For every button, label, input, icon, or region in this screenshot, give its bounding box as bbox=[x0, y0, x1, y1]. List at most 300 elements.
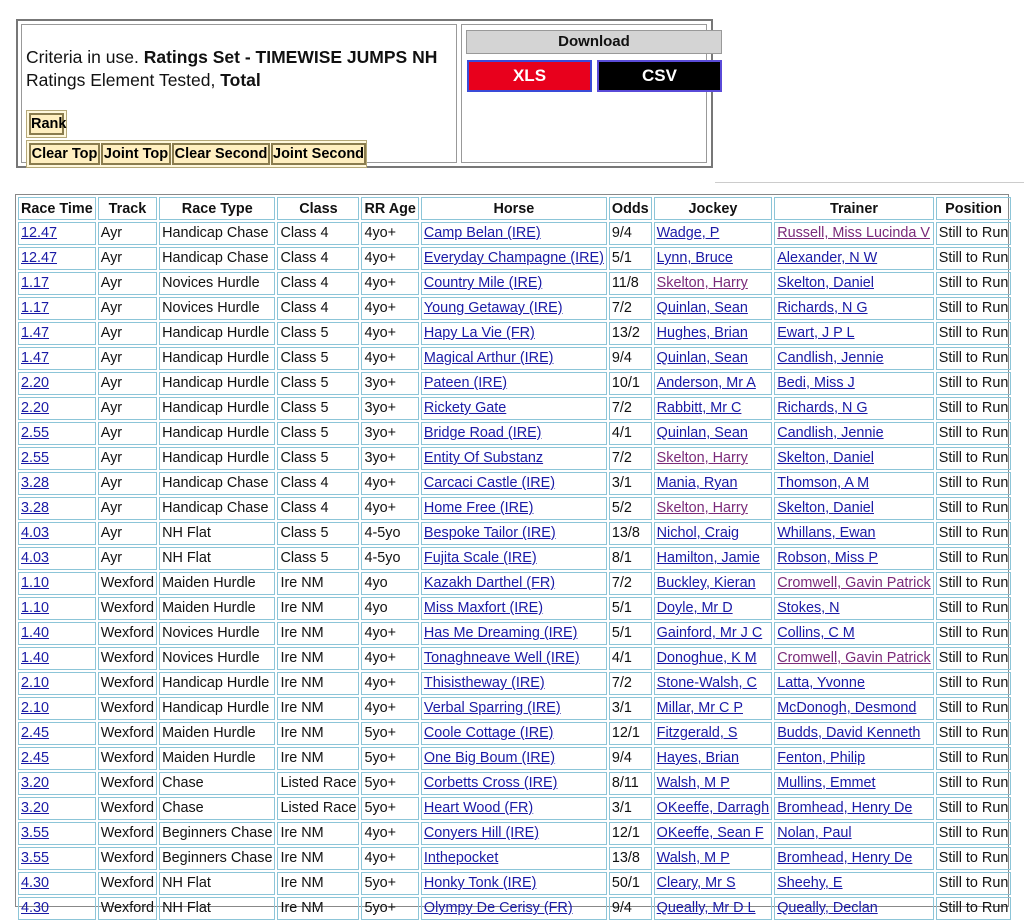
rank-button[interactable]: Rank bbox=[29, 113, 64, 135]
race-time-cell bbox=[18, 747, 96, 770]
trainer-cell bbox=[774, 897, 934, 920]
track-cell: Ayr bbox=[98, 297, 157, 320]
jockey-cell bbox=[654, 747, 773, 770]
race-type-cell: NH Flat bbox=[159, 547, 275, 570]
race-time-cell bbox=[18, 522, 96, 545]
odds-cell: 5/2 bbox=[609, 497, 652, 520]
odds-cell: 12/1 bbox=[609, 722, 652, 745]
track-cell: Wexford bbox=[98, 747, 157, 770]
race-time-link[interactable]: 1.40 bbox=[21, 650, 50, 666]
horse-link[interactable]: Entity Of Substanz bbox=[423, 450, 544, 466]
trainer-link[interactable]: Thomson, A M bbox=[777, 475, 870, 491]
jockey-link[interactable]: Skelton, Harry bbox=[656, 275, 748, 291]
track-cell: Ayr bbox=[98, 547, 157, 570]
race-time-link[interactable]: 2.10 bbox=[21, 700, 50, 716]
odds-cell: 7/2 bbox=[609, 672, 652, 695]
position-cell: Still to Run bbox=[936, 522, 1012, 545]
rr-age-cell: 4-5yo bbox=[361, 522, 418, 545]
horse-cell bbox=[421, 397, 607, 420]
track-cell: Ayr bbox=[98, 522, 157, 545]
trainer-link[interactable]: Skelton, Daniel bbox=[777, 275, 874, 291]
track-cell: Ayr bbox=[98, 497, 157, 520]
horse-link[interactable]: Camp Belan (IRE) bbox=[423, 225, 541, 241]
jockey-link[interactable]: Fitzgerald, S bbox=[656, 725, 738, 741]
position-cell: Still to Run bbox=[936, 622, 1012, 645]
trainer-link[interactable]: Richards, N G bbox=[777, 300, 868, 316]
horse-cell bbox=[421, 447, 607, 470]
odds-cell: 9/4 bbox=[609, 897, 652, 920]
jockey-cell bbox=[654, 247, 773, 270]
race-type-cell: Handicap Chase bbox=[159, 222, 275, 245]
race-time-cell bbox=[18, 572, 96, 595]
race-table bbox=[16, 195, 1013, 922]
jockey-link[interactable]: Queally, Mr D L bbox=[656, 900, 756, 916]
rr-age-cell: 4yo bbox=[361, 597, 418, 620]
table-row bbox=[18, 822, 1011, 845]
odds-cell: 10/1 bbox=[609, 372, 652, 395]
trainer-link[interactable]: Richards, N G bbox=[777, 400, 868, 416]
table-row bbox=[18, 597, 1011, 620]
table-row bbox=[18, 897, 1011, 920]
race-time-link[interactable]: 1.17 bbox=[21, 300, 50, 316]
jockey-cell bbox=[654, 847, 773, 870]
column-header-race-time: Race Time bbox=[18, 197, 96, 220]
race-time-link[interactable]: 1.47 bbox=[21, 325, 50, 341]
horse-cell bbox=[421, 847, 607, 870]
trainer-link[interactable]: Whillans, Ewan bbox=[777, 525, 876, 541]
column-header-class: Class bbox=[277, 197, 359, 220]
race-type-cell: Beginners Chase bbox=[159, 847, 275, 870]
race-type-cell: Handicap Hurdle bbox=[159, 322, 275, 345]
joint-top-button[interactable]: Joint Top bbox=[101, 143, 171, 165]
horse-link[interactable]: Young Getaway (IRE) bbox=[423, 300, 563, 316]
track-cell: Wexford bbox=[98, 572, 157, 595]
horse-cell bbox=[421, 772, 607, 795]
race-time-link[interactable]: 1.10 bbox=[21, 600, 50, 616]
download-header: Download bbox=[466, 30, 722, 54]
race-time-link[interactable]: 1.17 bbox=[21, 275, 50, 291]
track-cell: Ayr bbox=[98, 447, 157, 470]
track-cell: Wexford bbox=[98, 622, 157, 645]
trainer-link[interactable]: Queally, Declan bbox=[777, 900, 878, 916]
trainer-link[interactable]: Nolan, Paul bbox=[777, 825, 852, 841]
horse-link[interactable]: Conyers Hill (IRE) bbox=[423, 825, 540, 841]
race-time-cell bbox=[18, 472, 96, 495]
trainer-link[interactable]: Fenton, Philip bbox=[777, 750, 866, 766]
horse-cell bbox=[421, 697, 607, 720]
trainer-link[interactable]: McDonogh, Desmond bbox=[777, 700, 917, 716]
horse-link[interactable]: One Big Boum (IRE) bbox=[423, 750, 556, 766]
jockey-cell bbox=[654, 272, 773, 295]
odds-cell: 3/1 bbox=[609, 697, 652, 720]
race-type-cell: Handicap Hurdle bbox=[159, 672, 275, 695]
jockey-cell bbox=[654, 897, 773, 920]
trainer-link[interactable]: Candlish, Jennie bbox=[777, 425, 884, 441]
position-cell: Still to Run bbox=[936, 872, 1012, 895]
jockey-link[interactable]: Quinlan, Sean bbox=[656, 300, 748, 316]
position-cell: Still to Run bbox=[936, 322, 1012, 345]
jockey-link[interactable]: Rabbitt, Mr C bbox=[656, 400, 742, 416]
track-cell: Ayr bbox=[98, 372, 157, 395]
trainer-link[interactable]: Bromhead, Henry De bbox=[777, 800, 913, 816]
position-cell: Still to Run bbox=[936, 347, 1012, 370]
horse-link[interactable]: Bridge Road (IRE) bbox=[423, 425, 542, 441]
jockey-link[interactable]: Millar, Mr C P bbox=[656, 700, 743, 716]
table-row bbox=[18, 347, 1011, 370]
race-table-body bbox=[18, 222, 1011, 920]
track-cell: Wexford bbox=[98, 872, 157, 895]
trainer-link[interactable]: Skelton, Daniel bbox=[777, 500, 874, 516]
rr-age-cell: 4yo+ bbox=[361, 297, 418, 320]
jockey-cell bbox=[654, 772, 773, 795]
horse-link[interactable]: Miss Maxfort (IRE) bbox=[423, 600, 544, 616]
trainer-link[interactable]: Latta, Yvonne bbox=[777, 675, 865, 691]
horse-link[interactable]: Coole Cottage (IRE) bbox=[423, 725, 554, 741]
trainer-link[interactable]: Mullins, Emmet bbox=[777, 775, 876, 791]
horse-link[interactable]: Home Free (IRE) bbox=[423, 500, 534, 516]
horse-link[interactable]: Pateen (IRE) bbox=[423, 375, 508, 391]
track-cell: Ayr bbox=[98, 397, 157, 420]
race-time-cell bbox=[18, 872, 96, 895]
class-cell: Class 5 bbox=[277, 522, 359, 545]
horse-link[interactable]: Thisistheway (IRE) bbox=[423, 675, 545, 691]
position-cell: Still to Run bbox=[936, 372, 1012, 395]
horse-link[interactable]: Kazakh Darthel (FR) bbox=[423, 575, 556, 591]
rr-age-cell: 4yo+ bbox=[361, 822, 418, 845]
race-time-cell bbox=[18, 222, 96, 245]
column-header-race-type: Race Type bbox=[159, 197, 275, 220]
race-time-cell bbox=[18, 322, 96, 345]
jockey-link[interactable]: Lynn, Bruce bbox=[656, 250, 733, 266]
race-time-cell bbox=[18, 247, 96, 270]
table-row bbox=[18, 222, 1011, 245]
race-type-cell: Chase bbox=[159, 797, 275, 820]
race-time-link[interactable]: 4.30 bbox=[21, 900, 50, 916]
horse-cell bbox=[421, 347, 607, 370]
odds-cell: 13/8 bbox=[609, 522, 652, 545]
jockey-cell bbox=[654, 472, 773, 495]
track-cell: Ayr bbox=[98, 272, 157, 295]
track-cell: Ayr bbox=[98, 322, 157, 345]
race-time-link[interactable]: 12.47 bbox=[21, 250, 58, 266]
horse-link[interactable]: Rickety Gate bbox=[423, 400, 507, 416]
column-header-horse: Horse bbox=[421, 197, 607, 220]
jockey-link[interactable]: Doyle, Mr D bbox=[656, 600, 733, 616]
trainer-link[interactable]: Ewart, J P L bbox=[777, 325, 855, 341]
rr-age-cell: 5yo+ bbox=[361, 772, 418, 795]
clear-second-button[interactable]: Clear Second bbox=[172, 143, 270, 165]
trainer-cell bbox=[774, 397, 934, 420]
rr-age-cell: 4yo+ bbox=[361, 272, 418, 295]
jockey-link[interactable]: Mania, Ryan bbox=[656, 475, 738, 491]
race-time-link[interactable]: 3.55 bbox=[21, 850, 50, 866]
table-row bbox=[18, 872, 1011, 895]
trainer-link[interactable]: Budds, David Kenneth bbox=[777, 725, 921, 741]
race-time-link[interactable]: 2.55 bbox=[21, 450, 50, 466]
position-cell: Still to Run bbox=[936, 472, 1012, 495]
table-header-row bbox=[18, 197, 1011, 220]
race-type-cell: Handicap Hurdle bbox=[159, 397, 275, 420]
race-time-link[interactable]: 3.20 bbox=[21, 775, 50, 791]
rr-age-cell: 4yo+ bbox=[361, 247, 418, 270]
trainer-link[interactable]: Robson, Miss P bbox=[777, 550, 878, 566]
race-time-cell bbox=[18, 447, 96, 470]
horse-link[interactable]: Inthepocket bbox=[423, 850, 499, 866]
race-time-link[interactable]: 1.40 bbox=[21, 625, 50, 641]
jockey-link[interactable]: Quinlan, Sean bbox=[656, 425, 748, 441]
jockey-cell bbox=[654, 672, 773, 695]
trainer-cell bbox=[774, 297, 934, 320]
jockey-link[interactable]: Quinlan, Sean bbox=[656, 350, 748, 366]
horse-cell bbox=[421, 222, 607, 245]
position-cell: Still to Run bbox=[936, 422, 1012, 445]
position-cell: Still to Run bbox=[936, 697, 1012, 720]
jockey-link[interactable]: Anderson, Mr A bbox=[656, 375, 756, 391]
horse-cell bbox=[421, 547, 607, 570]
track-cell: Ayr bbox=[98, 247, 157, 270]
position-cell: Still to Run bbox=[936, 247, 1012, 270]
trainer-link[interactable]: Skelton, Daniel bbox=[777, 450, 874, 466]
odds-cell: 7/2 bbox=[609, 572, 652, 595]
trainer-link[interactable]: Alexander, N W bbox=[777, 250, 878, 266]
trainer-link[interactable]: Russell, Miss Lucinda V bbox=[777, 225, 930, 241]
jockey-link[interactable]: Stone-Walsh, C bbox=[656, 675, 757, 691]
horse-cell bbox=[421, 597, 607, 620]
position-cell: Still to Run bbox=[936, 547, 1012, 570]
jockey-link[interactable]: Nichol, Craig bbox=[656, 525, 740, 541]
race-time-link[interactable]: 12.47 bbox=[21, 225, 58, 241]
column-header-odds: Odds bbox=[609, 197, 652, 220]
trainer-cell bbox=[774, 647, 934, 670]
rr-age-cell: 4yo+ bbox=[361, 222, 418, 245]
race-time-link[interactable]: 4.03 bbox=[21, 550, 50, 566]
race-time-cell bbox=[18, 622, 96, 645]
horse-link[interactable]: Bespoke Tailor (IRE) bbox=[423, 525, 556, 541]
race-time-link[interactable]: 4.03 bbox=[21, 525, 50, 541]
rr-age-cell: 5yo+ bbox=[361, 897, 418, 920]
table-row bbox=[18, 472, 1011, 495]
horse-cell bbox=[421, 272, 607, 295]
position-cell: Still to Run bbox=[936, 297, 1012, 320]
trainer-link[interactable]: Stokes, N bbox=[777, 600, 840, 616]
race-time-link[interactable]: 2.55 bbox=[21, 425, 50, 441]
rr-age-cell: 5yo+ bbox=[361, 747, 418, 770]
odds-cell: 13/8 bbox=[609, 847, 652, 870]
horse-link[interactable]: Tonaghneave Well (IRE) bbox=[423, 650, 580, 666]
odds-cell: 8/11 bbox=[609, 772, 652, 795]
trainer-cell bbox=[774, 347, 934, 370]
race-time-link[interactable]: 3.55 bbox=[21, 825, 50, 841]
rr-age-cell: 4yo+ bbox=[361, 672, 418, 695]
jockey-cell bbox=[654, 397, 773, 420]
filter-button-group bbox=[26, 140, 367, 168]
table-row bbox=[18, 422, 1011, 445]
jockey-cell bbox=[654, 347, 773, 370]
class-cell: Class 5 bbox=[277, 547, 359, 570]
odds-cell: 7/2 bbox=[609, 447, 652, 470]
jockey-link[interactable]: OKeeffe, Sean F bbox=[656, 825, 764, 841]
horse-link[interactable]: Fujita Scale (IRE) bbox=[423, 550, 537, 566]
race-time-cell bbox=[18, 647, 96, 670]
race-time-link[interactable]: 2.10 bbox=[21, 675, 50, 691]
trainer-link[interactable]: Candlish, Jennie bbox=[777, 350, 884, 366]
jockey-link[interactable]: Hamilton, Jamie bbox=[656, 550, 760, 566]
race-type-cell: Handicap Chase bbox=[159, 247, 275, 270]
position-cell: Still to Run bbox=[936, 397, 1012, 420]
clear-top-button[interactable]: Clear Top bbox=[29, 143, 100, 165]
table-row bbox=[18, 447, 1011, 470]
position-cell: Still to Run bbox=[936, 572, 1012, 595]
race-type-cell: Novices Hurdle bbox=[159, 297, 275, 320]
track-cell: Wexford bbox=[98, 822, 157, 845]
position-cell: Still to Run bbox=[936, 597, 1012, 620]
race-time-link[interactable]: 3.28 bbox=[21, 500, 50, 516]
horse-cell bbox=[421, 622, 607, 645]
race-time-cell bbox=[18, 372, 96, 395]
column-header-track: Track bbox=[98, 197, 157, 220]
horse-link[interactable]: Hapy La Vie (FR) bbox=[423, 325, 535, 341]
track-cell: Wexford bbox=[98, 722, 157, 745]
trainer-cell bbox=[774, 422, 934, 445]
race-type-cell: Handicap Hurdle bbox=[159, 422, 275, 445]
position-cell: Still to Run bbox=[936, 747, 1012, 770]
jockey-link[interactable]: Gainford, Mr J C bbox=[656, 625, 763, 641]
rr-age-cell: 5yo+ bbox=[361, 872, 418, 895]
horse-cell bbox=[421, 422, 607, 445]
race-time-cell bbox=[18, 497, 96, 520]
class-cell: Ire NM bbox=[277, 572, 359, 595]
rr-age-cell: 4yo+ bbox=[361, 472, 418, 495]
class-cell: Ire NM bbox=[277, 822, 359, 845]
horse-cell bbox=[421, 797, 607, 820]
trainer-cell bbox=[774, 747, 934, 770]
horse-link[interactable]: Verbal Sparring (IRE) bbox=[423, 700, 561, 716]
race-time-cell bbox=[18, 672, 96, 695]
race-time-link[interactable]: 2.45 bbox=[21, 750, 50, 766]
position-cell: Still to Run bbox=[936, 272, 1012, 295]
xls-download-button[interactable]: XLS bbox=[467, 60, 592, 92]
race-type-cell: Chase bbox=[159, 772, 275, 795]
table-row bbox=[18, 322, 1011, 345]
jockey-link[interactable]: Hughes, Brian bbox=[656, 325, 748, 341]
table-row bbox=[18, 297, 1011, 320]
horse-link[interactable]: Everyday Champagne (IRE) bbox=[423, 250, 604, 266]
criteria-panel bbox=[16, 19, 713, 168]
track-cell: Wexford bbox=[98, 647, 157, 670]
trainer-cell bbox=[774, 622, 934, 645]
race-time-link[interactable]: 2.20 bbox=[21, 375, 50, 391]
odds-cell: 9/4 bbox=[609, 222, 652, 245]
race-time-link[interactable]: 2.45 bbox=[21, 725, 50, 741]
position-cell: Still to Run bbox=[936, 822, 1012, 845]
jockey-link[interactable]: Buckley, Kieran bbox=[656, 575, 756, 591]
table-row bbox=[18, 522, 1011, 545]
jockey-link[interactable]: Walsh, M P bbox=[656, 850, 730, 866]
horse-link[interactable]: Magical Arthur (IRE) bbox=[423, 350, 554, 366]
jockey-link[interactable]: Hayes, Brian bbox=[656, 750, 740, 766]
race-time-link[interactable]: 3.20 bbox=[21, 800, 50, 816]
jockey-cell bbox=[654, 222, 773, 245]
trainer-link[interactable]: Bromhead, Henry De bbox=[777, 850, 913, 866]
jockey-cell bbox=[654, 622, 773, 645]
jockey-cell bbox=[654, 422, 773, 445]
table-row bbox=[18, 672, 1011, 695]
trainer-link[interactable]: Cromwell, Gavin Patrick bbox=[777, 575, 931, 591]
class-cell: Class 4 bbox=[277, 472, 359, 495]
horse-cell bbox=[421, 822, 607, 845]
odds-cell: 5/1 bbox=[609, 622, 652, 645]
horse-link[interactable]: Olympy De Cerisy (FR) bbox=[423, 900, 573, 916]
joint-second-button[interactable]: Joint Second bbox=[271, 143, 366, 165]
trainer-cell bbox=[774, 722, 934, 745]
race-time-cell bbox=[18, 297, 96, 320]
race-time-link[interactable]: 3.28 bbox=[21, 475, 50, 491]
jockey-link[interactable]: Skelton, Harry bbox=[656, 450, 748, 466]
table-row bbox=[18, 697, 1011, 720]
race-time-cell bbox=[18, 347, 96, 370]
class-cell: Ire NM bbox=[277, 697, 359, 720]
odds-cell: 8/1 bbox=[609, 547, 652, 570]
jockey-cell bbox=[654, 372, 773, 395]
jockey-link[interactable]: Wadge, P bbox=[656, 225, 720, 241]
position-cell: Still to Run bbox=[936, 722, 1012, 745]
race-type-cell: Handicap Hurdle bbox=[159, 697, 275, 720]
table-row bbox=[18, 722, 1011, 745]
horse-link[interactable]: Corbetts Cross (IRE) bbox=[423, 775, 558, 791]
csv-download-button[interactable]: CSV bbox=[597, 60, 722, 92]
trainer-link[interactable]: Cromwell, Gavin Patrick bbox=[777, 650, 931, 666]
race-time-cell bbox=[18, 847, 96, 870]
horse-link[interactable]: Carcaci Castle (IRE) bbox=[423, 475, 556, 491]
class-cell: Ire NM bbox=[277, 622, 359, 645]
jockey-link[interactable]: Donoghue, K M bbox=[656, 650, 757, 666]
horse-cell bbox=[421, 297, 607, 320]
horse-link[interactable]: Honky Tonk (IRE) bbox=[423, 875, 537, 891]
odds-cell: 3/1 bbox=[609, 797, 652, 820]
jockey-link[interactable]: Cleary, Mr S bbox=[656, 875, 736, 891]
jockey-link[interactable]: Skelton, Harry bbox=[656, 500, 748, 516]
trainer-cell bbox=[774, 222, 934, 245]
criteria-line bbox=[26, 47, 437, 67]
track-cell: Wexford bbox=[98, 672, 157, 695]
race-time-link[interactable]: 4.30 bbox=[21, 875, 50, 891]
horse-cell bbox=[421, 647, 607, 670]
horse-cell bbox=[421, 497, 607, 520]
horse-link[interactable]: Has Me Dreaming (IRE) bbox=[423, 625, 578, 641]
horse-link[interactable]: Country Mile (IRE) bbox=[423, 275, 543, 291]
ratings-element-prefix: Ratings Element Tested, bbox=[26, 70, 216, 90]
odds-cell: 4/1 bbox=[609, 647, 652, 670]
class-cell: Ire NM bbox=[277, 722, 359, 745]
trainer-link[interactable]: Bedi, Miss J bbox=[777, 375, 855, 391]
table-row bbox=[18, 847, 1011, 870]
race-time-link[interactable]: 2.20 bbox=[21, 400, 50, 416]
jockey-link[interactable]: OKeeffe, Darragh bbox=[656, 800, 770, 816]
class-cell: Ire NM bbox=[277, 647, 359, 670]
race-time-link[interactable]: 1.10 bbox=[21, 575, 50, 591]
trainer-link[interactable]: Collins, C M bbox=[777, 625, 855, 641]
class-cell: Ire NM bbox=[277, 847, 359, 870]
rr-age-cell: 4yo+ bbox=[361, 497, 418, 520]
horse-cell bbox=[421, 897, 607, 920]
race-time-link[interactable]: 1.47 bbox=[21, 350, 50, 366]
race-type-cell: Handicap Hurdle bbox=[159, 347, 275, 370]
track-cell: Wexford bbox=[98, 597, 157, 620]
horse-link[interactable]: Heart Wood (FR) bbox=[423, 800, 534, 816]
race-type-cell: Novices Hurdle bbox=[159, 622, 275, 645]
jockey-link[interactable]: Walsh, M P bbox=[656, 775, 730, 791]
trainer-link[interactable]: Sheehy, E bbox=[777, 875, 843, 891]
